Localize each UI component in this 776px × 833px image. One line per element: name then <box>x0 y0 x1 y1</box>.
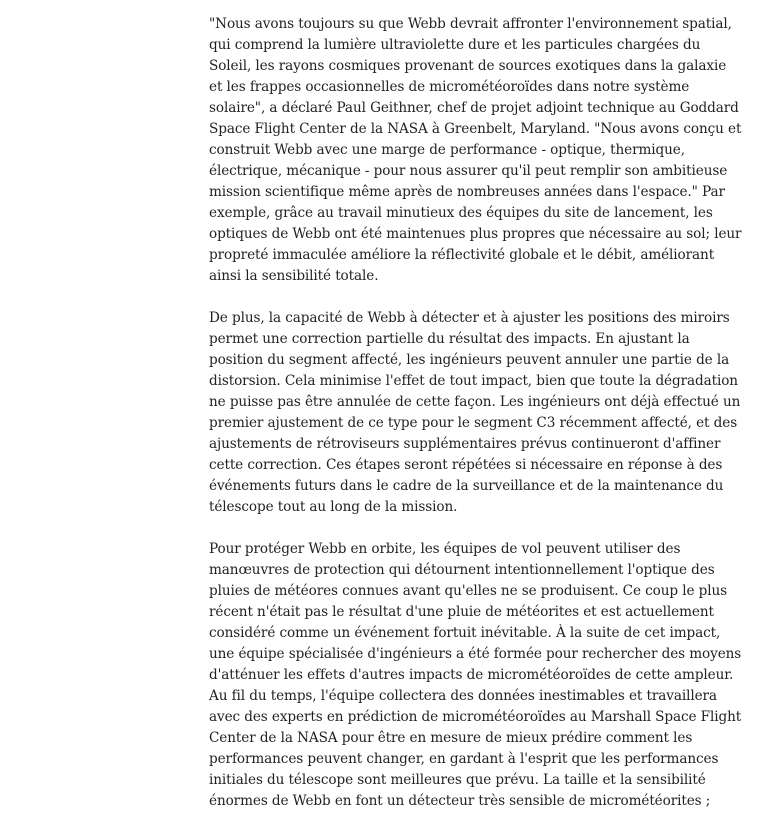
article-body <box>209 14 743 833</box>
article-paragraph-1: "Nous avons toujours su que Webb devrait affronter l'environnement spatial, qui comprend la lumière ultraviolette dure et les particules chargées du Soleil, les rayons cosmiques provenant de sources exotiques dans la galaxie et les frappes occasionnelles de micrométéoroïdes dans notre système solaire", a déclaré Paul Geithner, chef de projet adjoint technique au Goddard Space Flight Center de la NASA à Greenbelt, Maryland. "Nous avons conçu et construit Webb avec une marge de performance - optique, thermique, électrique, mécanique - pour nous assurer qu'il peut remplir son ambitieuse mission scientifique même après de nombreuses années dans l'espace." Par exemple, grâce au travail minutieux des équipes du site de lancement, les optiques de Webb ont été maintenues plus propres que nécessaire au sol; leur propreté immaculée améliore la réflectivité globale et le débit, améliorant ainsi la sensibilité totale. <box>209 16 742 284</box>
article-paragraph-2: De plus, la capacité de Webb à détecter et à ajuster les positions des miroirs permet une correction partielle du résultat des impacts. En ajustant la position du segment affecté, les ingénieurs peuvent annuler une partie de la distorsion. Cela minimise l'effet de tout impact, bien que toute la dégradation ne puisse pas être annulée de cette façon. Les ingénieurs ont déjà effectué un premier ajustement de ce type pour le segment C3 récemment affecté, et des ajustements de rétroviseurs supplémentaires prévus continueront d'affiner cette correction. Ces étapes seront répétées si nécessaire en réponse à des événements futurs dans le cadre de la surveillance et de la maintenance du télescope tout au long de la mission. <box>209 310 741 515</box>
article-paragraph-3: Pour protéger Webb en orbite, les équipes de vol peuvent utiliser des manœuvres de protection qui détournent intentionnellement l'optique des pluies de météores connues avant qu'elles ne se produisent. Ce coup le plus récent n'était pas le résultat d'une pluie de météorites et est actuellement considéré comme un événement fortuit inévitable. À la suite de cet impact, une équipe spécialisée d'ingénieurs a été formée pour rechercher des moyens d'atténuer les effets d'autres impacts de micrométéoroïdes de cette ampleur. Au fil du temps, l'équipe collectera des données inestimables et travaillera avec des experts en prédiction de micrométéoroïdes au Marshall Space Flight Center de la NASA pour être en mesure de mieux prédire comment les performances peuvent changer, en gardant à l'esprit que les performances initiales du télescope sont meilleures que prévu. La taille et la sensibilité énormes de Webb en font un détecteur très sensible de micrométéorites ; <box>209 541 742 809</box>
